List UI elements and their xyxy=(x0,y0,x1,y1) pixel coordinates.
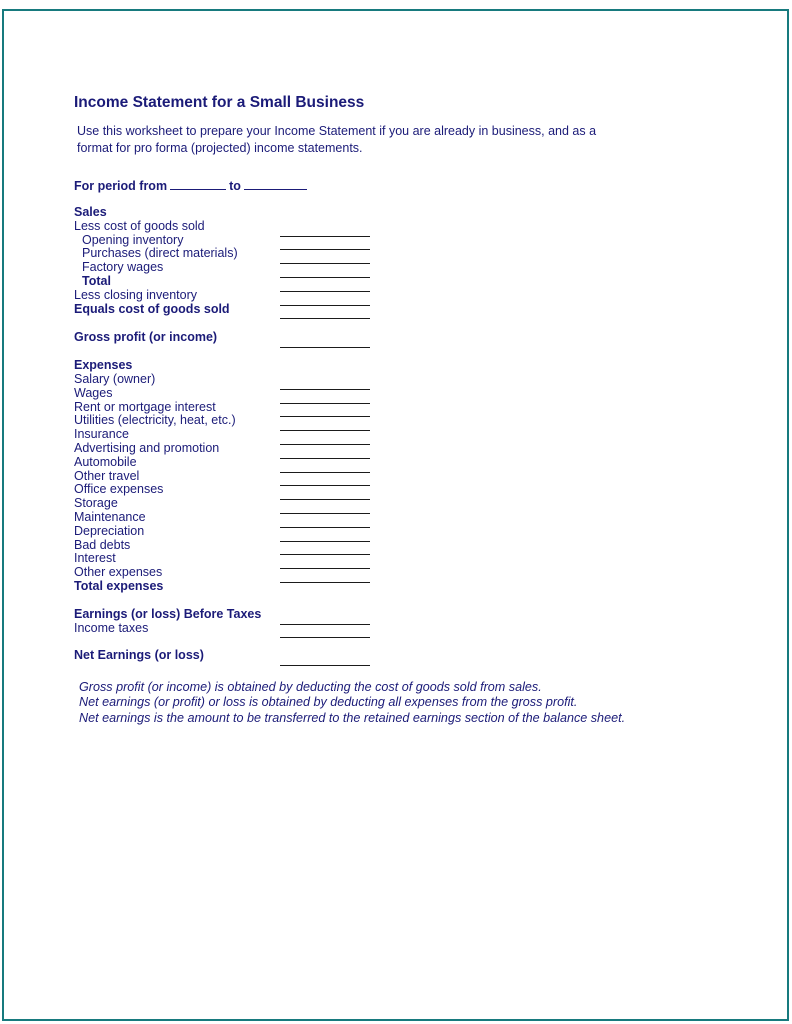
form-row-gross-profit xyxy=(74,331,714,345)
row-label: Opening inventory xyxy=(82,232,184,247)
row-label: Utilities (electricity, heat, etc.) xyxy=(74,413,236,428)
form-row-other-travel xyxy=(74,470,714,484)
row-label: Other expenses xyxy=(74,565,163,580)
form-row-equals-cost-of-goods-sold xyxy=(74,303,714,317)
period-from-label: For period from xyxy=(74,179,168,193)
form-row-maintenance xyxy=(74,511,714,525)
intro-paragraph xyxy=(74,123,714,157)
row-label: Bad debts xyxy=(74,537,131,552)
form-row-advertising-and-promotion xyxy=(74,442,714,456)
intro-line-2: format for pro forma (projected) income statements. xyxy=(77,141,363,155)
form-row-wages xyxy=(74,387,714,401)
form-row-earnings-before-taxes xyxy=(74,608,714,622)
fill-in-line xyxy=(280,637,370,638)
row-label: Less cost of goods sold xyxy=(74,218,205,233)
form-row-other-expenses xyxy=(74,566,714,580)
row-label: Net Earnings (or loss) xyxy=(74,648,204,663)
footnote-net-earnings-definition: Net earnings (or profit) or loss is obtained by deducting all expenses from the gross profit. xyxy=(79,695,578,710)
row-label: Storage xyxy=(74,496,118,511)
row-label: Advertising and promotion xyxy=(74,440,220,455)
footnote-gross-profit: Gross profit (or income) is obtained by deducting the cost of goods sold from sales. xyxy=(79,680,542,695)
row-label: Other travel xyxy=(74,468,140,483)
row-label: Purchases (direct materials) xyxy=(82,246,238,261)
intro-line-1: Use this worksheet to prepare your Income Statement if you are already in business, and as a xyxy=(77,124,597,138)
row-label: Depreciation xyxy=(74,523,145,538)
form-row-rent-or-mortgage-interest xyxy=(74,401,714,415)
row-label: Less closing inventory xyxy=(74,287,197,302)
period-from-fill-in-line xyxy=(170,178,226,190)
row-label: Gross profit (or income) xyxy=(74,330,218,345)
period-to-label: to xyxy=(229,179,241,193)
form-row-salary-owner xyxy=(74,373,714,387)
row-label: Maintenance xyxy=(74,509,146,524)
form-row-storage xyxy=(74,497,714,511)
row-label: Total expenses xyxy=(74,578,164,593)
spacer xyxy=(74,316,714,331)
sales-section-heading: Sales xyxy=(74,205,107,219)
row-label: Total xyxy=(82,273,111,288)
fill-in-line xyxy=(280,318,370,319)
row-label: Earnings (or loss) Before Taxes xyxy=(74,606,262,621)
fill-in-line xyxy=(280,665,370,666)
row-label: Factory wages xyxy=(82,260,164,275)
form-row-total-expenses xyxy=(74,580,714,594)
row-label: Salary (owner) xyxy=(74,371,156,386)
spacer xyxy=(74,635,714,649)
form-row-total xyxy=(74,275,714,289)
form-row-office-expenses xyxy=(74,483,714,497)
row-label: Interest xyxy=(74,551,116,566)
row-label: Automobile xyxy=(74,454,137,469)
fill-in-line xyxy=(280,347,370,348)
form-row-less-cost-of-goods-sold xyxy=(74,220,714,234)
form-row-factory-wages xyxy=(74,261,714,275)
spacer xyxy=(74,594,714,608)
spacer xyxy=(74,345,714,359)
row-label: Rent or mortgage interest xyxy=(74,399,216,414)
page-title: Income Statement for a Small Business xyxy=(74,94,365,111)
form-row-bad-debts xyxy=(74,539,714,553)
footnote-net-earnings-transfer: Net earnings is the amount to be transferred to the retained earnings section of the balance sheet. xyxy=(79,710,626,725)
form-row-interest xyxy=(74,552,714,566)
form-row-depreciation xyxy=(74,525,714,539)
form-row-less-closing-inventory xyxy=(74,289,714,303)
row-label: Office expenses xyxy=(74,482,164,497)
period-line xyxy=(74,178,714,194)
row-label: Wages xyxy=(74,385,113,400)
form-row-insurance xyxy=(74,428,714,442)
form-row-income-taxes xyxy=(74,622,714,636)
row-label: Income taxes xyxy=(74,620,149,635)
spacer xyxy=(74,194,714,206)
expenses-section-heading: Expenses xyxy=(74,358,133,373)
form-row-utilities xyxy=(74,414,714,428)
row-label: Equals cost of goods sold xyxy=(74,301,230,316)
form-row-net-earnings xyxy=(74,649,714,663)
form-row-opening-inventory xyxy=(74,234,714,248)
worksheet-content xyxy=(74,94,714,726)
form-row-automobile xyxy=(74,456,714,470)
row-label: Insurance xyxy=(74,427,129,442)
period-to-fill-in-line xyxy=(244,178,307,190)
footnotes xyxy=(74,680,714,726)
form-row-purchases xyxy=(74,247,714,261)
